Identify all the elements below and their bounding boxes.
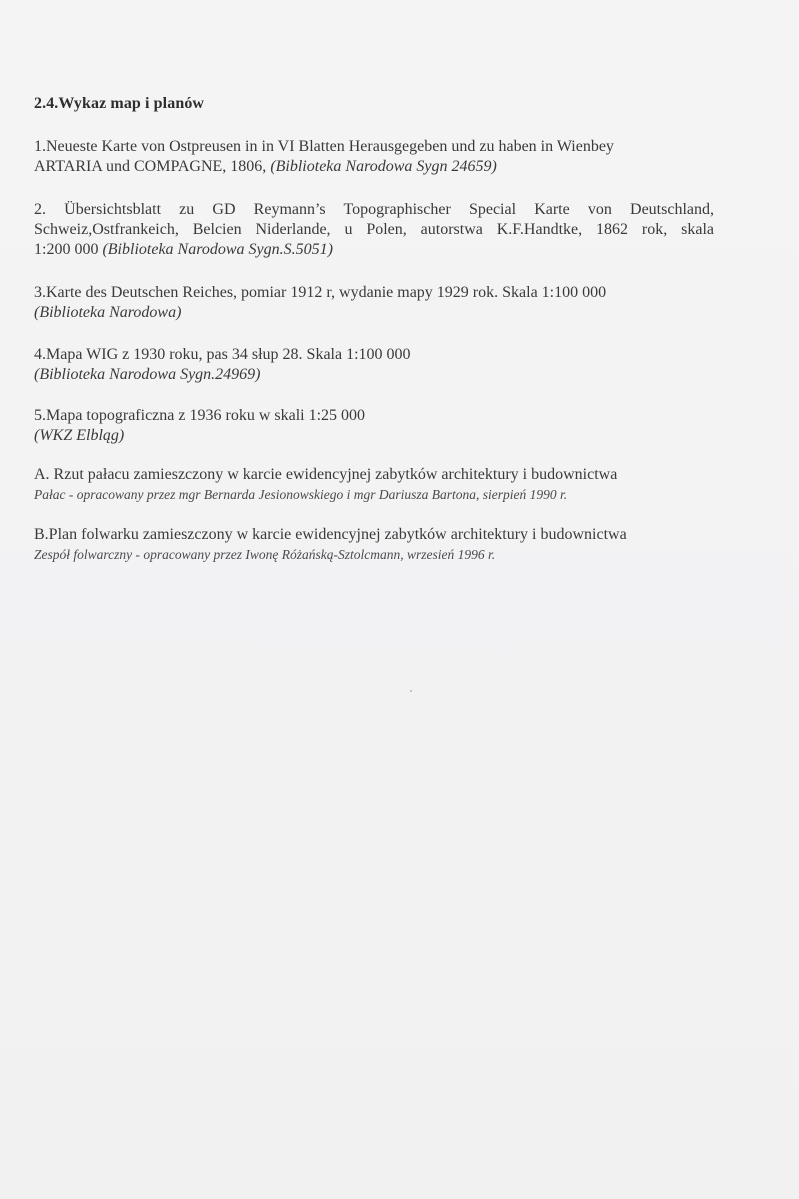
- entry-4-line-1: 4.Mapa WIG z 1930 roku, pas 34 słup 28. Skala 1:100 000: [34, 346, 411, 363]
- entry-2-source: (Biblioteka Narodowa Sygn.S.5051): [102, 241, 333, 258]
- map-entry-2: [34, 200, 714, 260]
- paper-speck: [410, 690, 412, 692]
- plan-entry-a: [34, 465, 714, 504]
- entry-3-source: (Biblioteka Narodowa): [34, 304, 182, 321]
- map-entry-1: [34, 137, 714, 177]
- entry-3-line-1: 3.Karte des Deutschen Reiches, pomiar 1912 r, wydanie mapy 1929 rok. Skala 1:100 000: [34, 284, 607, 301]
- map-entry-4: [34, 345, 714, 385]
- map-entry-3: [34, 283, 714, 323]
- plan-entry-b: [34, 525, 714, 564]
- entry-1-line-2: [34, 157, 714, 177]
- entry-1-source: (Biblioteka Narodowa Sygn 24659): [270, 158, 497, 175]
- entry-2-line-3: [34, 240, 714, 260]
- entry-a-line-1: A. Rzut pałacu zamieszczony w karcie ewidencyjnej zabytków architektury i budownictwa: [34, 466, 618, 483]
- map-entry-5: [34, 406, 714, 446]
- entry-4-source: (Biblioteka Narodowa Sygn.24969): [34, 366, 261, 383]
- entry-2-line-1: 2. Übersichtsblatt zu GD Reymann’s Topographischer Special Karte von Deutschland,: [34, 201, 714, 218]
- entry-1-line-2-text: ARTARIA und COMPAGNE, 1806,: [34, 158, 271, 175]
- entry-2-line-2: Schweiz,Ostfrankeich, Belcien Niderlande, u Polen, autorstwa K.F.Handtke, 1862 rok, skala: [34, 221, 714, 238]
- entry-b-source: Zespół folwarczny - opracowany przez Iwonę Różańską-Sztolcmann, wrzesień 1996 r.: [34, 547, 496, 562]
- entry-a-source: Pałac - opracowany przez mgr Bernarda Jesionowskiego i mgr Dariusza Bartona, sierpień 1990 r.: [34, 487, 568, 502]
- entry-5-line-1: 5.Mapa topograficzna z 1936 roku w skali 1:25 000: [34, 407, 366, 424]
- entry-1-line-1: 1.Neueste Karte von Ostpreusen in in VI Blatten Herausgegeben und zu haben in Wienbey: [34, 138, 614, 155]
- entry-5-source: (WKZ Elbląg): [34, 427, 125, 444]
- entry-b-line-1: B.Plan folwarku zamieszczony w karcie ewidencyjnej zabytków architektury i budownictwa: [34, 526, 627, 543]
- section-heading: 2.4.Wykaz map i planów: [34, 95, 205, 112]
- entry-2-line-3-text: 1:200 000: [34, 241, 103, 258]
